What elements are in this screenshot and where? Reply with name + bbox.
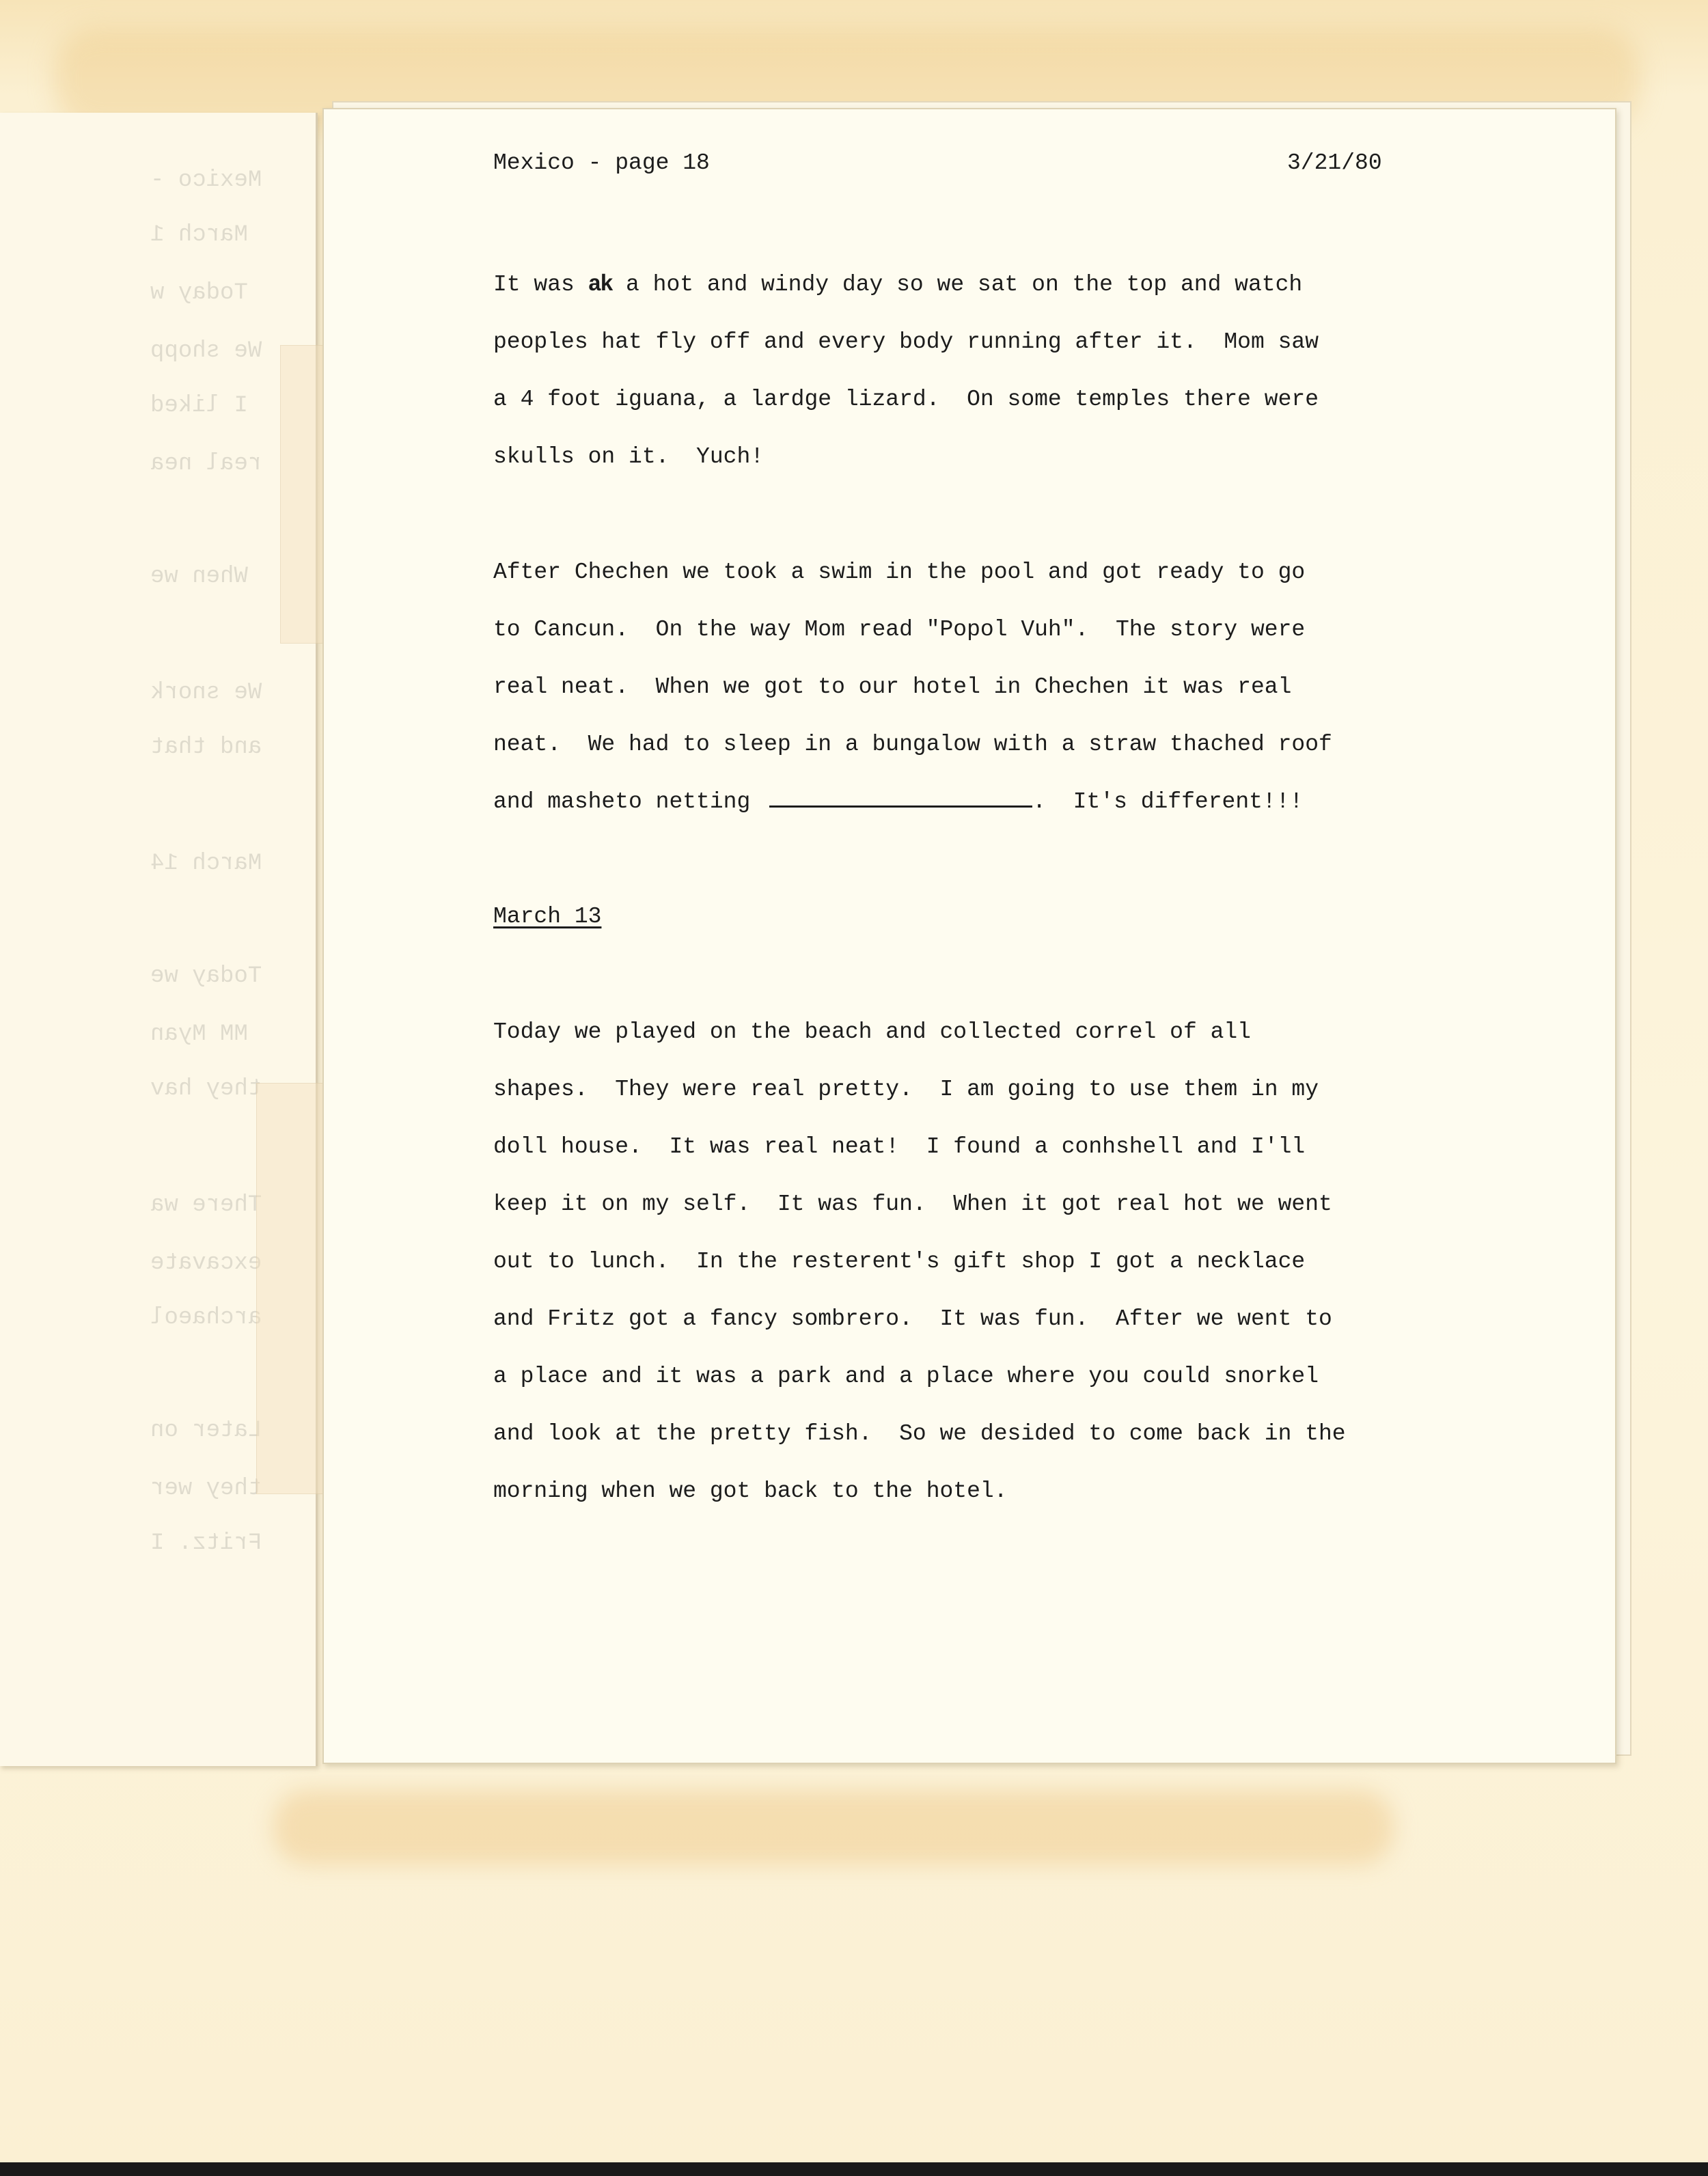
text-segment: It was bbox=[493, 272, 588, 297]
section-heading: March 13 bbox=[493, 904, 602, 929]
text-line: real neat. When we got to our hotel in Chechen it was real bbox=[493, 674, 1292, 700]
text-segment: a hot and windy day so we sat on the top and watch bbox=[612, 272, 1303, 297]
blank-underline bbox=[769, 805, 1032, 808]
scan-bottom-edge bbox=[0, 2162, 1708, 2176]
text-line: and look at the pretty fish. So we desided to come back in the bbox=[493, 1421, 1346, 1446]
text-line: neat. We had to sleep in a bungalow with a straw thached roof bbox=[493, 732, 1332, 757]
page-date: 3/21/80 bbox=[1287, 150, 1382, 176]
text-line: morning when we got back to the hotel. bbox=[493, 1478, 1008, 1504]
text-line: keep it on my self. It was fun. When it got real hot we went bbox=[493, 1192, 1332, 1217]
text-line: doll house. It was real neat! I found a conhshell and I'll bbox=[493, 1134, 1306, 1159]
text-segment: and masheto netting bbox=[493, 789, 751, 814]
facing-page-bleedthrough: Mexico - March 1 Today w We shopp I liked real nea When we We snork and that March 14 Today we MM Myan they hav There wa excavate archaeol Later on they wer Fritz. I bbox=[150, 167, 262, 1556]
text-line: a place and it was a park and a place where you could snorkel bbox=[493, 1364, 1319, 1389]
text-segment: . It's different!!! bbox=[1032, 789, 1304, 814]
bottom-stain bbox=[273, 1790, 1394, 1865]
page-title: Mexico - page 18 bbox=[493, 150, 710, 176]
text-line: out to lunch. In the resterent's gift shop I got a necklace bbox=[493, 1249, 1306, 1274]
text-line: a 4 foot iguana, a lardge lizard. On some temples there were bbox=[493, 387, 1319, 412]
typed-page bbox=[322, 108, 1616, 1764]
crossed-out-text: ak bbox=[588, 272, 613, 297]
text-line: shapes. They were real pretty. I am going to use them in my bbox=[493, 1077, 1319, 1102]
text-line: to Cancun. On the way Mom read "Popol Vuh". The story were bbox=[493, 617, 1306, 642]
paragraph-3 bbox=[493, 1004, 1463, 1520]
text-line bbox=[493, 773, 1463, 831]
paragraph-1 bbox=[493, 256, 1463, 486]
paragraph-2 bbox=[493, 544, 1463, 831]
text-line: peoples hat fly off and every body running after it. Mom saw bbox=[493, 329, 1319, 355]
facing-page bbox=[0, 113, 318, 1766]
section-heading-block bbox=[493, 888, 1463, 946]
text-line: and Fritz got a fancy sombrero. It was fun. After we went to bbox=[493, 1306, 1332, 1332]
text-line: After Chechen we took a swim in the pool and got ready to go bbox=[493, 560, 1306, 585]
text-line: Today we played on the beach and collected correl of all bbox=[493, 1019, 1251, 1045]
text-line bbox=[493, 256, 1463, 314]
text-line: skulls on it. Yuch! bbox=[493, 444, 765, 469]
